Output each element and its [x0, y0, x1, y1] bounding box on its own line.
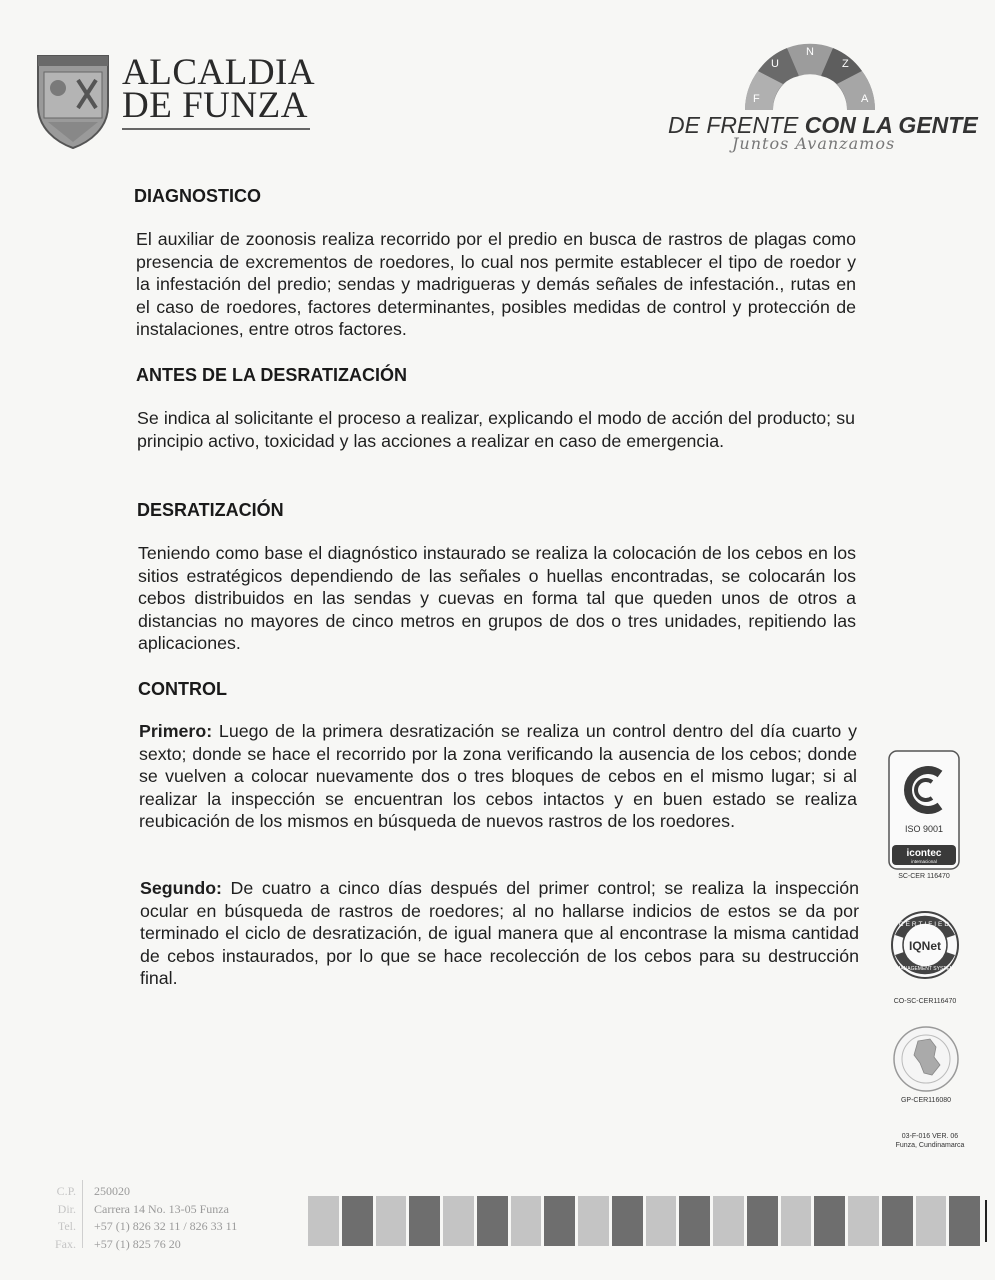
page-edge-mark — [985, 1200, 987, 1242]
organization-name-line2: DE FUNZA — [122, 85, 308, 126]
footer-address: Carrera 14 No. 13-05 Funza — [94, 1201, 229, 1216]
paragraph-control-segundo — [140, 877, 859, 990]
footer-phone: +57 (1) 826 32 11 / 826 33 11 — [94, 1219, 238, 1233]
text-primero: Luego de la primera desratización se realiza un control dentro del día cuarto y sexto; donde se hace el recorrido por la zona verificando la ausencia de los cebos; donde se vuelven a colocar nuevamente dos o tres bloques de cebos en el mismo lugar; si al realizar la inspección se encuentran los cebos intactos y en buen estado se realiza reubicación de los mismos en búsqueda de nuevos rastros de los roedores. — [139, 721, 857, 831]
icontec-label: icontec — [906, 848, 942, 859]
footer-contact-values — [94, 1183, 237, 1253]
strip-block — [882, 1196, 913, 1246]
footer-label-cp: C.P. — [56, 1184, 76, 1198]
footer-decorative-strip — [308, 1196, 980, 1246]
iqnet-label: IQNet — [908, 939, 942, 953]
document-place: Funza, Cundinamarca — [895, 1142, 965, 1149]
organization-name-line1: ALCALDIA — [122, 52, 316, 93]
slogan-subtitle: Juntos Avanzamos — [732, 134, 896, 153]
label-primero: Primero: — [139, 721, 213, 741]
logo-letter-u: U — [771, 58, 779, 70]
cert-code-2: CO-SC-CER116470 — [893, 998, 957, 1005]
strip-block — [308, 1196, 339, 1246]
municipal-crest-icon — [34, 50, 112, 150]
logo-letter-a: A — [861, 93, 869, 105]
strip-block — [781, 1196, 812, 1246]
heading-desratizacion: DESRATIZACIÓN — [137, 500, 284, 520]
strip-block — [376, 1196, 407, 1246]
footer-contact-labels — [28, 1183, 76, 1253]
document-code: 03-F-016 VER. 06 — [901, 1133, 959, 1140]
strip-block — [544, 1196, 575, 1246]
heading-control: CONTROL — [138, 679, 227, 699]
paragraph-diagnostico: El auxiliar de zoonosis realiza recorrido por el predio en busca de rastros de plagas como presencia de excrementos de roedores, lo cual nos permite establecer el tipo de roedor y la infestación del predio; sendas y madrigueras y demás señales de infestación., rutas en el caso de roedores, factores determinantes, posibles medidas de control y protección de instalaciones, entre otros factores. — [136, 229, 856, 339]
strip-block — [916, 1196, 947, 1246]
strip-block — [612, 1196, 643, 1246]
strip-block — [477, 1196, 508, 1246]
icontec-sublabel: internacional — [911, 859, 937, 864]
strip-block — [713, 1196, 744, 1246]
text-segundo: De cuatro a cinco días después del primer control; se realiza la inspección ocular en búsqueda de rastros de roedores; al no hallarse indicios de estos se da por terminado el ciclo de desratización, de igual manera que al encontrase la misma cantidad de cebos instaurados, por lo que se hace recolección de los cebos para su destrucción final. — [140, 878, 859, 988]
footer-label-dir: Dir. — [57, 1201, 76, 1216]
cert-code-1: SC-CER 116470 — [898, 873, 950, 880]
footer-label-fax: Fax. — [55, 1236, 76, 1251]
footer-postal-code: 250020 — [94, 1184, 130, 1198]
icontec-iso-seal — [888, 750, 960, 870]
slogan-part-a: DE FRENTE — [668, 112, 805, 138]
footer-label-tel: Tel. — [57, 1219, 76, 1233]
strip-block — [409, 1196, 440, 1246]
paragraph-antes-desratizacion: Se indica al solicitante el proceso a realizar, explicando el modo de acción del producto; su principio activo, toxicidad y las acciones a realizar en caso de emergencia. — [137, 408, 855, 451]
iqnet-ring-top: CERTIFIED — [898, 921, 952, 928]
iqnet-seal — [890, 905, 960, 985]
strip-block — [848, 1196, 879, 1246]
strip-block — [511, 1196, 542, 1246]
strip-block — [443, 1196, 474, 1246]
cert-code-3: GP-CER116080 — [900, 1097, 952, 1104]
colombia-map-seal — [890, 1025, 962, 1093]
footer-fax: +57 (1) 825 76 20 — [94, 1236, 181, 1251]
strip-block — [646, 1196, 677, 1246]
strip-block — [578, 1196, 609, 1246]
slogan-part-b: CON LA GENTE — [804, 112, 978, 138]
funza-fan-logo-icon — [725, 22, 895, 114]
iqnet-ring-bottom: MANAGEMENT SYSTEM — [896, 966, 954, 972]
heading-diagnostico: DIAGNOSTICO — [134, 186, 262, 206]
organization-name — [122, 52, 316, 126]
header-rule — [122, 128, 310, 130]
logo-letter-f: F — [753, 93, 760, 105]
label-segundo: Segundo: — [140, 878, 222, 898]
paragraph-desratizacion: Teniendo como base el diagnóstico instaurado se realiza la colocación de los cebos en los sitios estratégicos dependiendo de las señales o huellas encontradas, se colocarán los cebos distribuidos en las sendas y cuevas en forma tal que queden unos de otros a distancias no mayores de cinco metros en grupos de dos o tres unidades, repitiendo las aplicaciones. — [138, 543, 856, 653]
document-code-block — [880, 1132, 980, 1150]
strip-block — [814, 1196, 845, 1246]
strip-block — [949, 1196, 980, 1246]
strip-block — [747, 1196, 778, 1246]
footer-divider — [82, 1180, 83, 1248]
logo-letter-n: N — [806, 46, 814, 58]
strip-block — [342, 1196, 373, 1246]
logo-letter-z: Z — [842, 58, 849, 70]
paragraph-control-primero — [139, 720, 857, 833]
heading-antes-desratizacion: ANTES DE LA DESRATIZACIÓN — [136, 365, 408, 385]
strip-block — [679, 1196, 710, 1246]
iso-label: ISO 9001 — [904, 824, 944, 834]
